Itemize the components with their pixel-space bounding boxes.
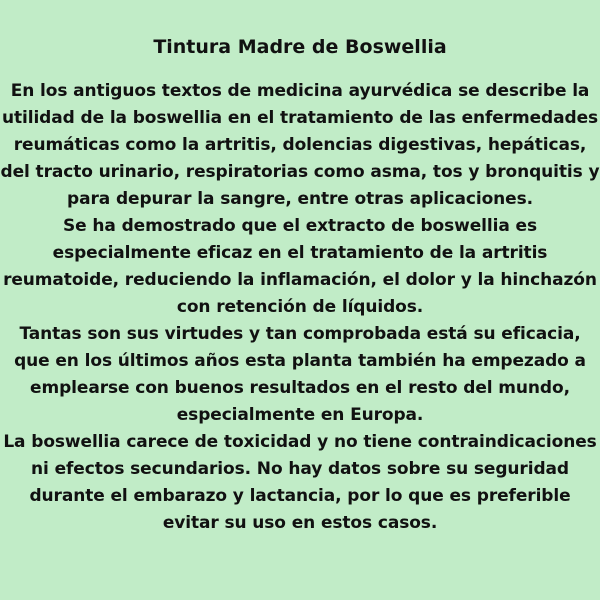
paragraph-worldwide-use: Tantas son sus virtudes y tan comprobada está su eficacia, que en los últimos años esta planta también ha empezado a emplearse con buenos resultados en el resto del mundo, especialmente en Europa. xyxy=(14,324,586,425)
paragraph-safety: La boswellia carece de toxicidad y no tiene contraindicaciones ni efectos secundarios. No hay datos sobre su seguridad durante el embarazo y lactancia, por lo que es preferible evitar su uso en estos casos. xyxy=(3,432,597,533)
paragraph-ayurvedic-uses: En los antiguos textos de medicina ayurvédica se describe la utilidad de la boswellia en el tratamiento de las enfermedades reumáticas como la artritis, dolencias digestivas, hepáticas, del tracto urinario, respiratorias como asma, tos y bronquitis y para depurar la sangre, entre otras aplicaciones. xyxy=(0,81,600,209)
paragraph-arthritis-efficacy: Se ha demostrado que el extracto de boswellia es especialmente eficaz en el tratamiento de la artritis reumatoide, reduciendo la inflamación, el dolor y la hinchazón con retención de líquidos. xyxy=(3,216,597,317)
page-title: Tintura Madre de Boswellia xyxy=(153,36,447,58)
body-text xyxy=(0,78,600,537)
